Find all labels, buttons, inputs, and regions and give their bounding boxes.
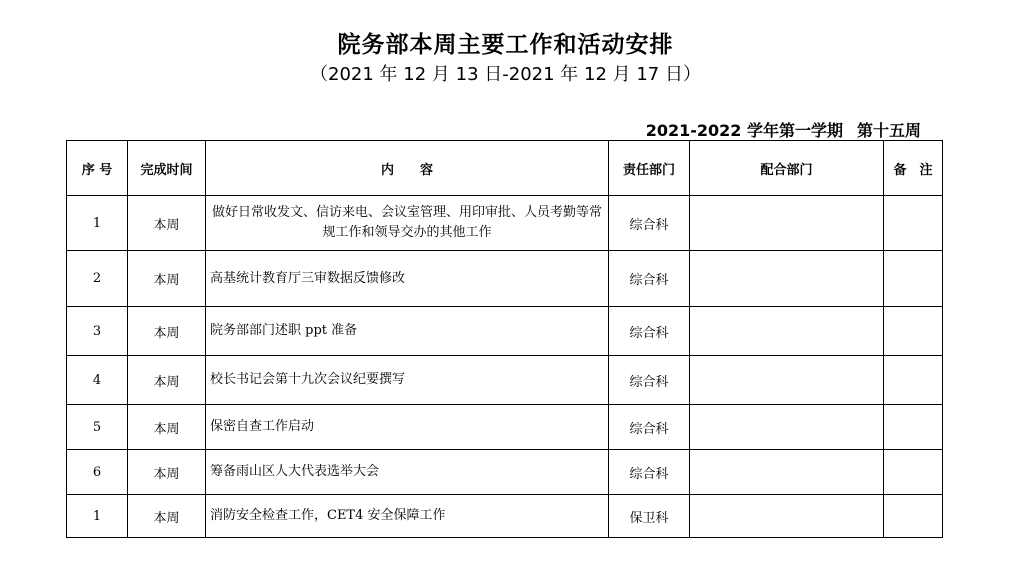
cell-content: 校长书记会第十九次会议纪要撰写 [206,356,609,405]
cell-note [884,196,943,251]
cell-note [884,495,943,538]
cell-time: 本周 [128,495,206,538]
cell-coop [690,307,884,356]
week-label: 第十五周 [856,121,921,140]
cell-dept: 综合科 [609,405,690,450]
cell-no: 1 [67,495,128,538]
cell-no: 5 [67,405,128,450]
cell-time: 本周 [128,450,206,495]
cell-note [884,307,943,356]
cell-note [884,405,943,450]
cell-dept: 综合科 [609,196,690,251]
table-row [67,495,943,538]
column-header-time: 完成时间 [128,141,206,196]
cell-coop [690,495,884,538]
cell-dept: 综合科 [609,356,690,405]
cell-no: 2 [67,251,128,307]
cell-dept: 综合科 [609,251,690,307]
cell-note [884,450,943,495]
cell-no: 1 [67,196,128,251]
cell-coop [690,196,884,251]
cell-no: 6 [67,450,128,495]
column-header-note: 备 注 [884,141,943,196]
cell-time: 本周 [128,356,206,405]
column-header-coop: 配合部门 [690,141,884,196]
table-row [67,196,943,251]
page-title: 院务部本周主要工作和活动安排 [337,32,674,58]
table-row [67,450,943,495]
term-week-label [646,118,921,141]
table-row [67,251,943,307]
date-range: （2021 年 12 月 13 日-2021 年 12 月 17 日） [310,64,701,85]
schedule-table [66,140,943,538]
column-header-dept: 责任部门 [609,141,690,196]
cell-coop [690,450,884,495]
cell-content: 消防安全检查工作，CET4 安全保障工作 [206,495,609,538]
table-row [67,405,943,450]
cell-dept: 综合科 [609,450,690,495]
cell-content: 做好日常收发文、信访来电、会议室管理、用印审批、人员考勤等常规工作和领导交办的其他工作 [206,196,609,251]
cell-no: 4 [67,356,128,405]
cell-dept: 综合科 [609,307,690,356]
cell-content: 筹备雨山区人大代表选举大会 [206,450,609,495]
cell-note [884,251,943,307]
table-header-row [67,141,943,196]
table-row [67,307,943,356]
cell-content: 高基统计教育厅三审数据反馈修改 [206,251,609,307]
table-row [67,356,943,405]
cell-content: 保密自查工作启动 [206,405,609,450]
cell-coop [690,356,884,405]
cell-time: 本周 [128,251,206,307]
cell-dept: 保卫科 [609,495,690,538]
cell-note [884,356,943,405]
term-label: 2021-2022 学年第一学期 [645,121,843,140]
cell-coop [690,405,884,450]
cell-time: 本周 [128,405,206,450]
cell-time: 本周 [128,196,206,251]
cell-no: 3 [67,307,128,356]
cell-time: 本周 [128,307,206,356]
cell-coop [690,251,884,307]
column-header-no: 序 号 [67,141,128,196]
cell-content: 院务部部门述职 ppt 准备 [206,307,609,356]
column-header-content: 内 容 [206,141,609,196]
